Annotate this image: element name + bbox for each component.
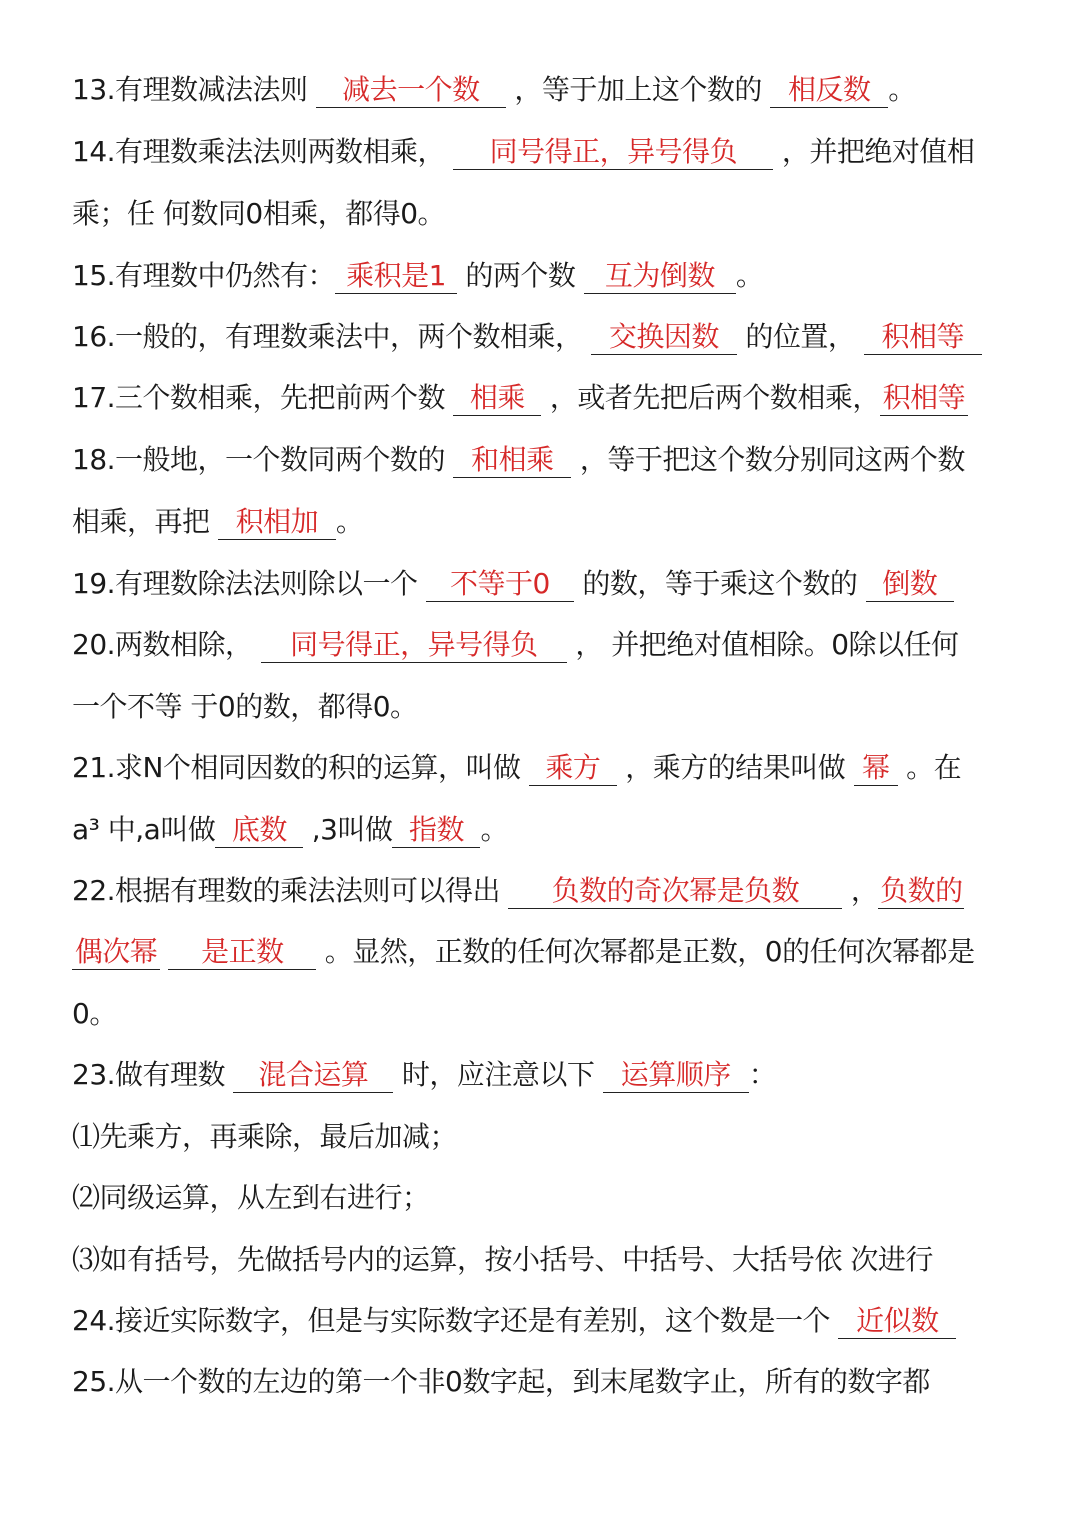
question-text: 的数，等于乘这个数的	[573, 567, 866, 600]
question-text: 18.一般地，一个数同两个数的	[72, 443, 454, 476]
question-text: ：	[748, 1058, 777, 1091]
text-line	[72, 1178, 430, 1218]
question-text: 23.做有理数	[72, 1058, 234, 1091]
question-text: 24.接近实际数字，但是与实际数字还是有差别，这个数是一个	[72, 1304, 839, 1337]
question-text: ⑴先乘方，再乘除，最后加减；	[72, 1120, 458, 1153]
answer-blank: 负数的	[880, 874, 963, 907]
question-text: ⑵同级运算，从左到右进行；	[72, 1181, 430, 1214]
answer-blank: 同号得正，异号得负	[453, 135, 773, 170]
text-line	[72, 994, 117, 1034]
answer-blank: 幂	[854, 751, 898, 786]
question-text	[160, 935, 168, 968]
answer-blank: 减去一个数	[316, 73, 506, 108]
question-text: ,3叫做	[303, 813, 393, 846]
text-line	[72, 1301, 956, 1341]
question-text: ⑶如有括号，先做括号内的运算，按小括号、中括号、大括号依 次进行	[72, 1243, 933, 1276]
question-text: 19.有理数除法法则除以一个	[72, 567, 426, 600]
answer-blank: 运算顺序	[603, 1058, 749, 1093]
question-text: 的位置，	[736, 320, 864, 353]
question-text: ，	[842, 874, 879, 907]
answer-blank: 积相等	[880, 381, 968, 416]
question-text: 时，应注意以下	[393, 1058, 603, 1091]
question-text: 13.有理数减法法则	[72, 73, 316, 106]
answer-blank: 同号得正，异号得负	[261, 628, 567, 663]
answer-blank: 和相乘	[453, 443, 571, 478]
text-line	[72, 502, 363, 542]
answer-blank: 积相加	[218, 505, 336, 540]
question-text: ，等于把这个数分别同这两个数	[571, 443, 965, 476]
answer-blank: 乘积是1	[335, 259, 457, 294]
text-line	[72, 70, 916, 110]
text-line	[72, 1362, 930, 1402]
answer-blank: 乘方	[529, 751, 617, 786]
answer-blank: 近似数	[838, 1304, 956, 1339]
question-text: 16.一般的，有理数乘法中，两个数相乘，	[72, 320, 591, 353]
answer-blank: 相乘	[453, 381, 541, 416]
question-text: 。	[888, 73, 916, 106]
text-line	[72, 378, 968, 418]
question-text: 。在	[897, 751, 962, 784]
question-text: ，等于加上这个数的	[505, 73, 771, 106]
question-text: a³ 中,a叫做	[72, 813, 216, 846]
text-line	[72, 1240, 933, 1280]
answer-blank: 偶次幂	[72, 935, 160, 970]
question-text: 15.有理数中仍然有：	[72, 259, 336, 292]
question-text: 17.三个数相乘，先把前两个数	[72, 381, 454, 414]
text-line	[72, 932, 975, 972]
text-line	[72, 440, 965, 480]
text-line	[72, 132, 974, 172]
question-text: 相乘，再把	[72, 505, 218, 538]
question-text: 0。	[72, 997, 117, 1030]
text-line	[72, 625, 959, 665]
text-line	[72, 748, 961, 788]
answer-blank: 相反数	[770, 73, 888, 108]
text-line	[72, 1055, 776, 1095]
question-text: 乘；任 何数同0相乘，都得0。	[72, 197, 446, 230]
question-text: 。	[480, 813, 508, 846]
answer-blank: 混合运算	[233, 1058, 393, 1093]
question-text: 21.求N个相同因数的积的运算，叫做	[72, 751, 529, 784]
text-line	[72, 317, 982, 357]
question-text: ，乘方的结果叫做	[616, 751, 854, 784]
text-line	[72, 194, 445, 234]
question-text: 的两个数	[457, 259, 584, 292]
question-text: 22.根据有理数的乘法法则可以得出	[72, 874, 509, 907]
question-text: ，或者先把后两个数相乘，	[541, 381, 880, 414]
answer-blank: 倒数	[866, 567, 954, 602]
answer-blank: 不等于0	[426, 567, 574, 602]
question-text: 。	[735, 259, 764, 292]
answer-blank: 积相等	[864, 320, 982, 355]
question-text: 。	[335, 505, 364, 538]
answer-blank: 底数	[215, 813, 303, 848]
text-line	[72, 564, 954, 604]
question-text: 20.两数相除，	[72, 628, 261, 661]
question-text: 。显然，正数的任何次幂都是正数，0的任何次幂都是	[316, 935, 975, 968]
text-line	[72, 871, 964, 911]
question-text: 一个不等 于0的数，都得0。	[72, 690, 418, 723]
answer-blank: 负数的奇次幂是负数	[508, 874, 842, 909]
text-line	[72, 687, 418, 727]
answer-blank: 互为倒数	[584, 259, 736, 294]
text-line	[72, 810, 508, 850]
answer-blank: 交换因数	[591, 320, 737, 355]
answer-blank: 指数	[392, 813, 480, 848]
text-line	[72, 256, 763, 296]
text-line	[72, 1117, 457, 1157]
question-text: 25.从一个数的左边的第一个非0数字起，到末尾数字止，所有的数字都	[72, 1365, 930, 1398]
answer-blank: 是正数	[168, 935, 316, 970]
question-text: ， 并把绝对值相除。0除以任何	[566, 628, 959, 661]
question-text: 14.有理数乘法法则两数相乘，	[72, 135, 454, 168]
question-text: ，并把绝对值相	[773, 135, 975, 168]
